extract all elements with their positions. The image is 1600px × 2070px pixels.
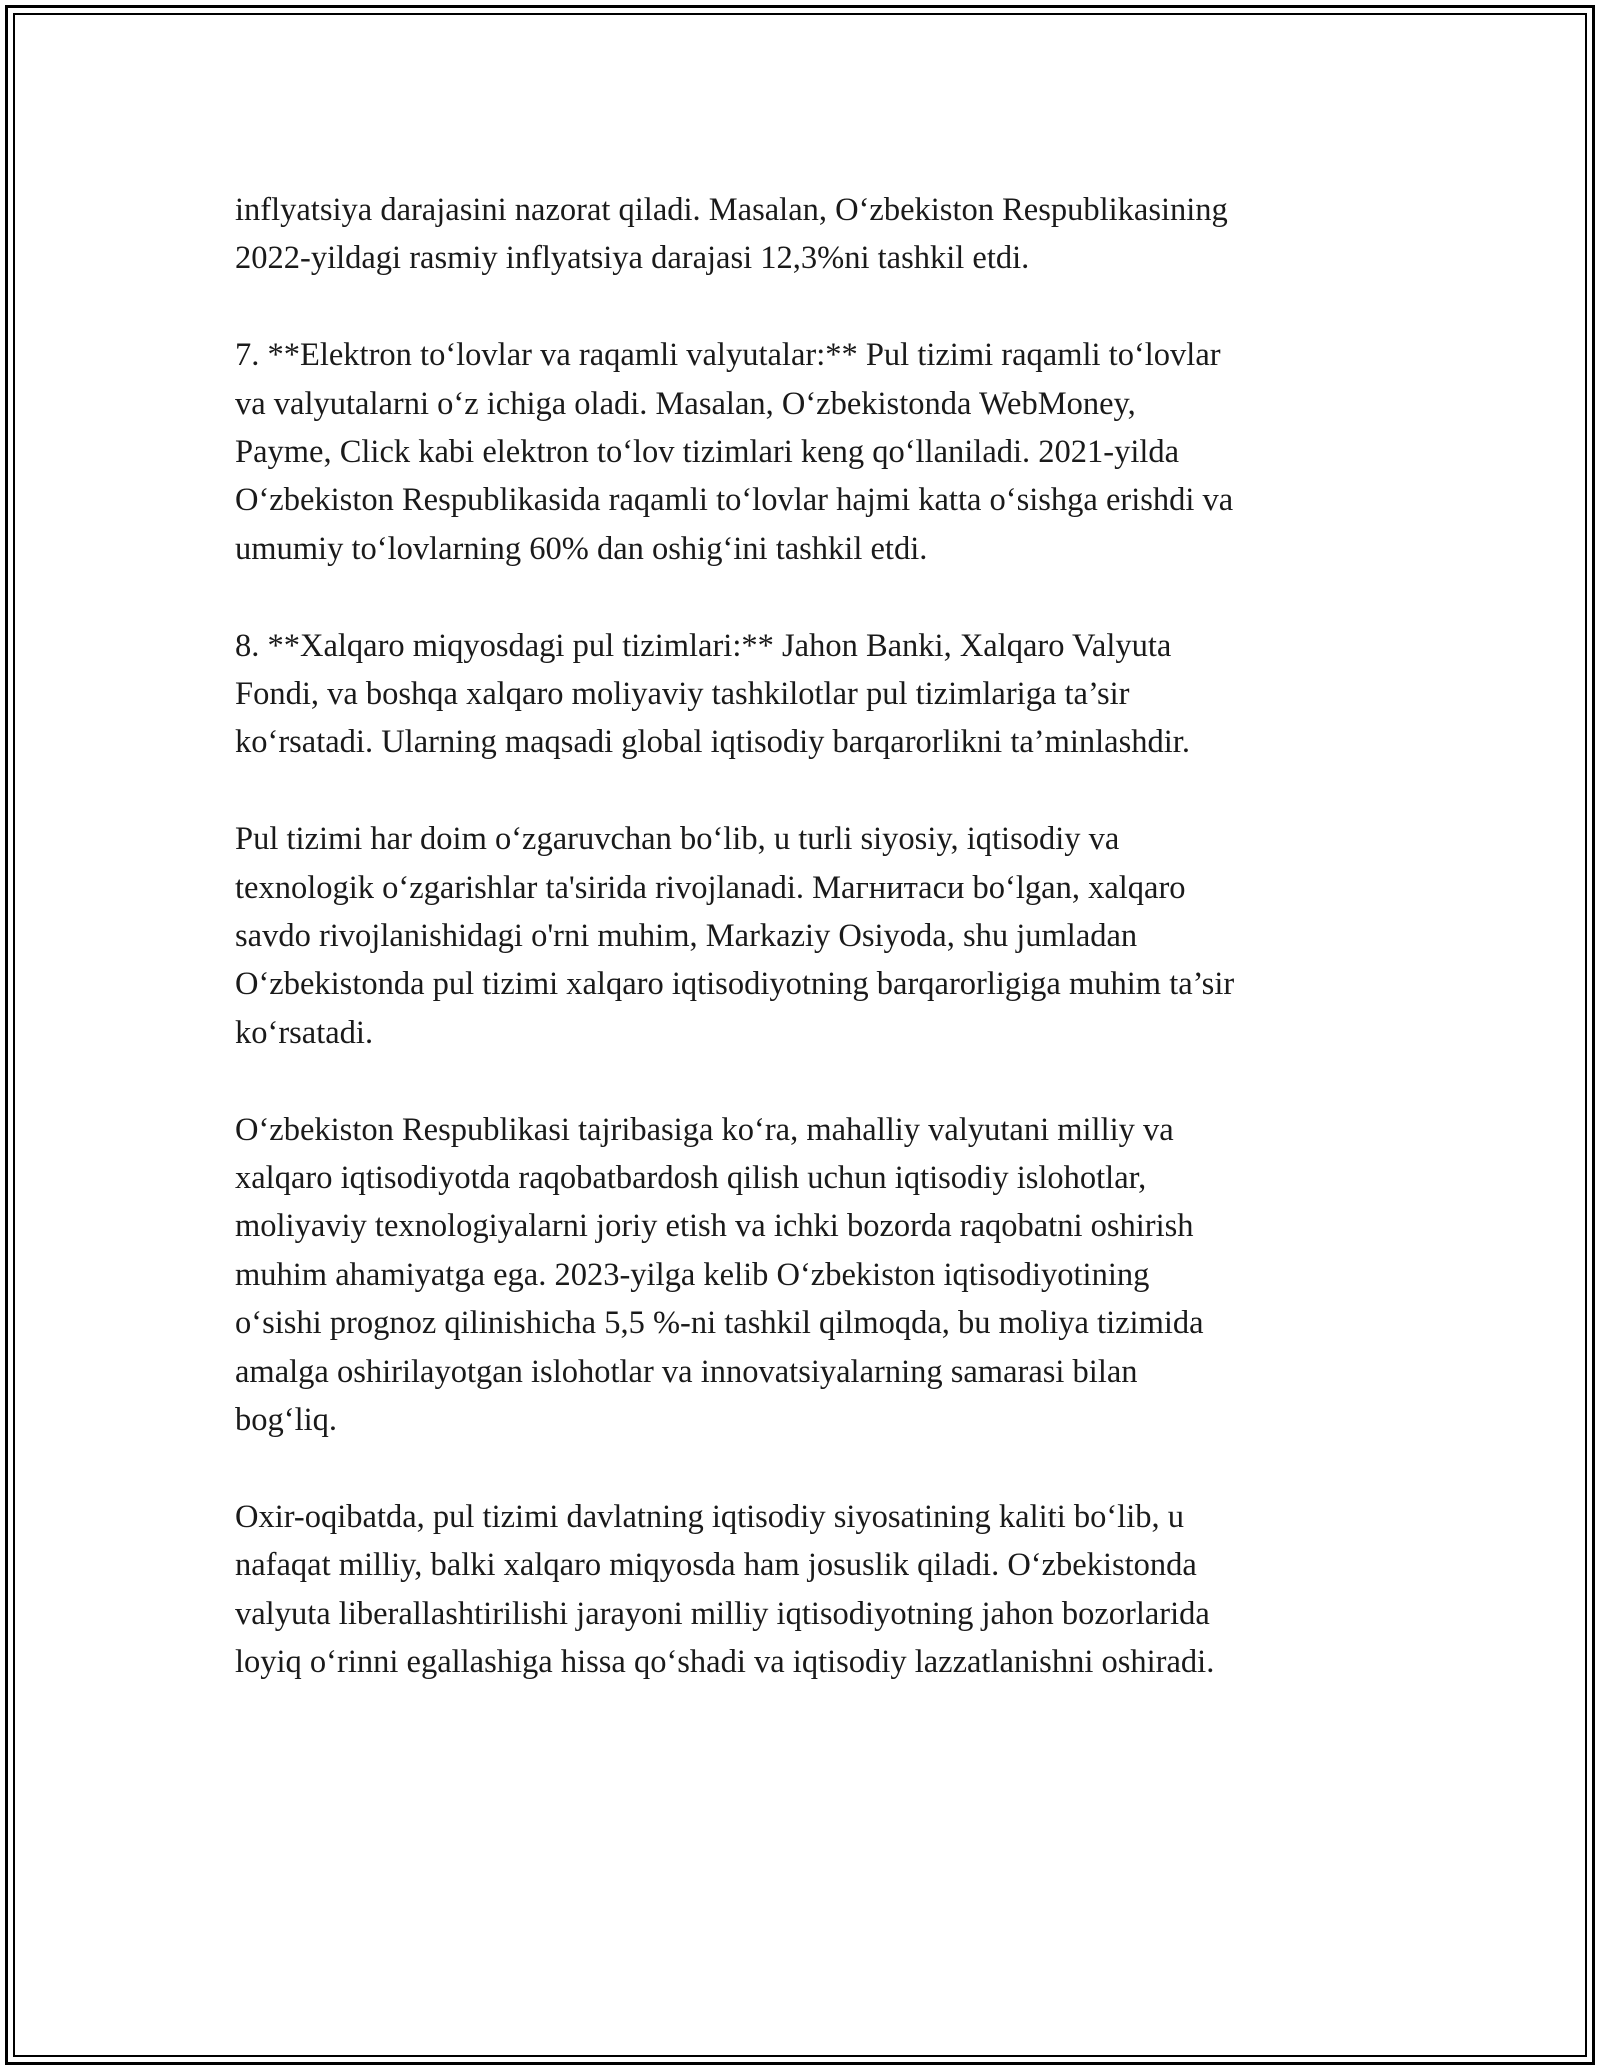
paragraph-conclusion: Oxir-oqibatda, pul tizimi davlatning iqtisodiy siyosatining kaliti bo‘lib, u nafaqat milliy, balki xalqaro miqyosda ham josuslik qiladi. O‘zbekistonda valyuta liberallashtirilishi jarayoni milliy iqtisodiyotning jahon bozorlarida loyiq o‘rinni egallashiga hissa qo‘shadi va iqtisodiy lazzatlanishni oshiradi. bbox=[235, 1498, 1215, 1681]
paragraph-changing-system: Pul tizimi har doim o‘zgaruvchan bo‘lib, u turli siyosiy, iqtisodiy va texnologik o‘zgarishlar ta'sirida rivojlanadi. Магнитаси bo‘lgan, xalqaro savdo rivojlanishidagi o'rni muhim, Markaziy Osiyoda, shu jumladan O‘zbekistonda pul tizimi xalqaro iqtisodiyotning barqarorligiga muhim ta’sir ko‘rsatadi. bbox=[235, 821, 1235, 1051]
paragraph-uzbekistan-experience: O‘zbekiston Respublikasi tajribasiga ko‘ra, mahalliy valyutani milliy va xalqaro iqtisodiyotda raqobatbardosh qilish uchun iqtisodiy islohotlar, moliyaviy texnologiyalarni joriy etish va ichki bozorda raqobatni oshirish muhim ahamiyatga ega. 2023-yilga kelib O‘zbekiston iqtisodiyotining o‘sishi prognoz qilinishicha 5,5 %-ni tashkil qilmoqda, bu moliya tizimida amalga oshirilayotgan islohotlar va innovatsiyalarning samarasi bilan bog‘liq. bbox=[235, 1111, 1204, 1439]
document-body bbox=[235, 186, 1385, 1735]
paragraph-international-systems: 8. **Xalqaro miqyosdagi pul tizimlari:** Jahon Banki, Xalqaro Valyuta Fondi, va boshqa xalqaro moliyaviy tashkilotlar pul tizimlariga ta’sir ko‘rsatadi. Ularning maqsadi global iqtisodiy barqarorlikni ta’minlashdir. bbox=[235, 627, 1190, 761]
paragraph-electronic-payments: 7. **Elektron to‘lovlar va raqamli valyutalar:** Pul tizimi raqamli to‘lovlar va valyutalarni o‘z ichiga oladi. Masalan, O‘zbekistonda WebMoney, Payme, Click kabi elektron to‘lov tizimlari keng qo‘llaniladi. 2021-yilda O‘zbekiston Respublikasida raqamli to‘lovlar hajmi katta o‘sishga erishdi va umumiy to‘lovlarning 60% dan oshig‘ini tashkil etdi. bbox=[235, 337, 1234, 567]
paragraph-inflation: inflyatsiya darajasini nazorat qiladi. Masalan, O‘zbekiston Respublikasining 2022-yildagi rasmiy inflyatsiya darajasi 12,3%ni tashkil etdi. bbox=[235, 192, 1228, 277]
